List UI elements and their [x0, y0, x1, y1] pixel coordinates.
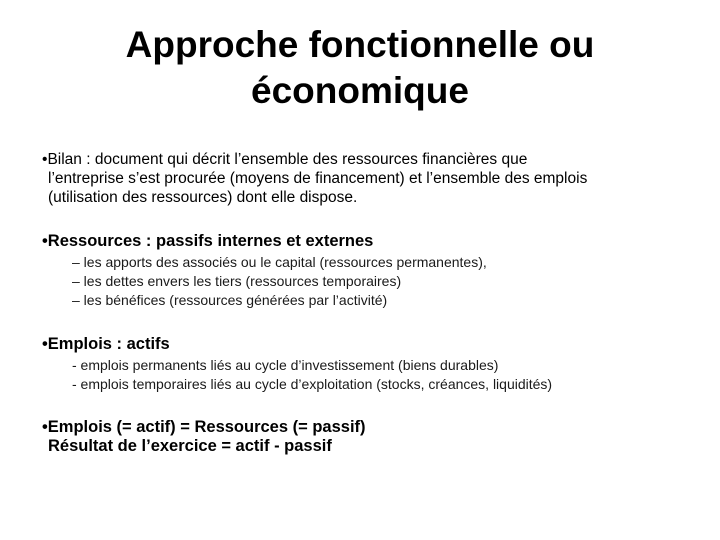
emplois-list: [42, 356, 712, 394]
ressources-list: [42, 253, 712, 310]
ressources-item-3: – les bénéfices (ressources générées par l’activité): [72, 292, 388, 308]
ressources-item-1: – les apports des associés ou le capital (ressources permanentes),: [72, 254, 487, 270]
title-line-2: économique: [251, 70, 469, 111]
emplois-item-1: - emplois permanents liés au cycle d’investissement (biens durables): [72, 357, 499, 373]
equation-line-2: Résultat de l’exercice = actif - passif: [48, 437, 332, 455]
emplois-heading: •Emplois : actifs: [42, 335, 170, 353]
bilan-line-3: (utilisation des ressources) dont elle dispose.: [48, 189, 358, 206]
equation-block: [42, 418, 712, 456]
slide-title: [60, 22, 660, 114]
bilan-line-2: l’entreprise s’est procurée (moyens de financement) et l’ensemble des emplois: [48, 170, 588, 187]
emplois-item-2: - emplois temporaires liés au cycle d’exploitation (stocks, créances, liquidités): [72, 376, 553, 392]
ressources-item-2: – les dettes envers les tiers (ressources temporaires): [72, 273, 402, 289]
ressources-heading: •Ressources : passifs internes et externes: [42, 232, 374, 250]
title-line-1: Approche fonctionnelle ou: [125, 24, 595, 65]
bilan-text-line-1: Bilan : document qui décrit l’ensemble des ressources financières que: [47, 151, 528, 168]
bilan-line-1: [42, 150, 712, 169]
bullet-dot: •: [42, 151, 48, 168]
bilan-bullet: [42, 150, 712, 207]
slide-body: [42, 150, 712, 456]
equation-line-1: •Emplois (= actif) = Ressources (= passif): [42, 418, 366, 436]
